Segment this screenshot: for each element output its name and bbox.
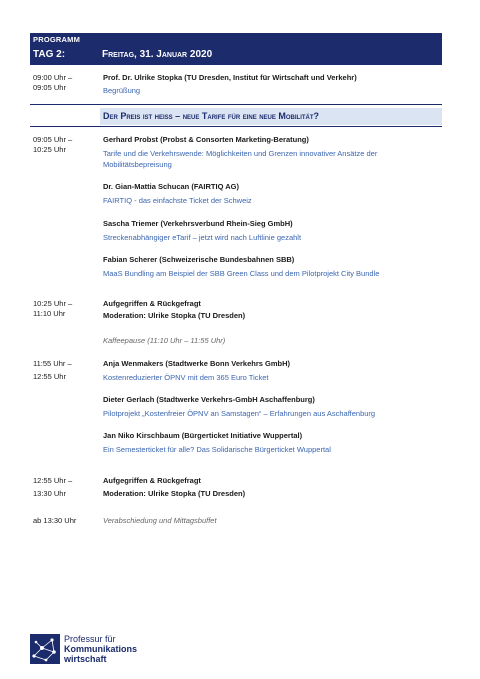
speaker: Gerhard Probst (Probst & Consorten Marketing-Beratung)	[103, 135, 309, 144]
time-start: 09:05 Uhr –	[33, 135, 73, 144]
talk-title: Pilotprojekt „Kostenfreier ÖPNV an Samstagen“ – Erfahrungen aus Aschaffenburg	[103, 409, 376, 418]
moderation: Moderation: Ulrike Stopka (TU Dresden)	[103, 311, 246, 320]
talk-title: Kostenreduzierter ÖPNV mit dem 365 Euro Ticket	[103, 373, 269, 382]
talk-title: MaaS Bundling am Beispiel der SBB Green Class und dem Pilotprojekt City Bundle	[103, 269, 380, 278]
time-start: 12:55 Uhr –	[33, 476, 73, 485]
time-start: 10:25 Uhr –	[33, 299, 73, 308]
session-title-bar	[100, 108, 442, 125]
program-header	[30, 33, 442, 65]
time-end: 09:05 Uhr	[33, 83, 66, 92]
footer-line: wirtschaft	[64, 654, 107, 664]
moderation: Moderation: Ulrike Stopka (TU Dresden)	[103, 489, 246, 498]
divider	[30, 104, 442, 105]
time-start: ab 13:30 Uhr	[33, 516, 77, 525]
talk-title: Streckenabhängiger eTarif – jetzt wird nach Luftlinie gezahlt	[103, 233, 302, 242]
session-title: Der Preis ist heiß – neue Tarife für eine neue Mobilität?	[103, 111, 320, 121]
speaker: Aufgegriffen & Rückgefragt	[103, 476, 201, 485]
footer-text	[64, 634, 137, 664]
footer-line: Kommunikations	[64, 644, 138, 654]
talk-title: Ein Semesterticket für alle? Das Solidarische Bürgerticket Wuppertal	[103, 445, 331, 454]
break-note: Kaffeepause (11:10 Uhr – 11:55 Uhr)	[103, 336, 226, 345]
footer-logo	[30, 634, 230, 670]
talk-title: Tarife und die Verkehrswende: Möglichkeiten und Grenzen innovativer Ansätze der Mobilitätsbepreisung	[103, 149, 378, 169]
day-date: Freitag, 31. Januar 2020	[102, 49, 213, 60]
time-start: 11:55 Uhr –	[33, 359, 72, 368]
time-end: 12:55 Uhr	[33, 372, 66, 381]
speaker: Aufgegriffen & Rückgefragt	[103, 299, 201, 308]
speaker: Dr. Gian-Mattia Schucan (FAIRTIQ AG)	[103, 182, 239, 191]
program-label: PROGRAMM	[33, 35, 81, 44]
talk-title: Begrüßung	[103, 86, 141, 95]
speaker: Dieter Gerlach (Stadtwerke Verkehrs-GmbH Aschaffenburg)	[103, 395, 315, 404]
speaker: Anja Wenmakers (Stadtwerke Bonn Verkehrs GmbH)	[103, 359, 291, 368]
time-end: 11:10 Uhr	[33, 309, 66, 318]
divider	[30, 126, 442, 127]
speaker: Prof. Dr. Ulrike Stopka (TU Dresden, Institut für Wirtschaft und Verkehr)	[103, 73, 357, 82]
time-end: 10:25 Uhr	[33, 145, 66, 154]
network-logo-icon	[30, 634, 60, 664]
time-end: 13:30 Uhr	[33, 489, 66, 498]
closing-note: Verabschiedung und Mittagsbuffet	[103, 516, 217, 525]
speaker: Fabian Scherer (Schweizerische Bundesbahnen SBB)	[103, 255, 295, 264]
footer-line: Professur für	[64, 634, 116, 644]
time-start: 09:00 Uhr –	[33, 73, 73, 82]
day-label: TAG 2:	[33, 49, 66, 60]
speaker: Jan Niko Kirschbaum (Bürgerticket Initiative Wuppertal)	[103, 431, 303, 440]
speaker: Sascha Triemer (Verkehrsverbund Rhein-Sieg GmbH)	[103, 219, 293, 228]
talk-title: FAIRTIQ - das einfachste Ticket der Schweiz	[103, 196, 252, 205]
